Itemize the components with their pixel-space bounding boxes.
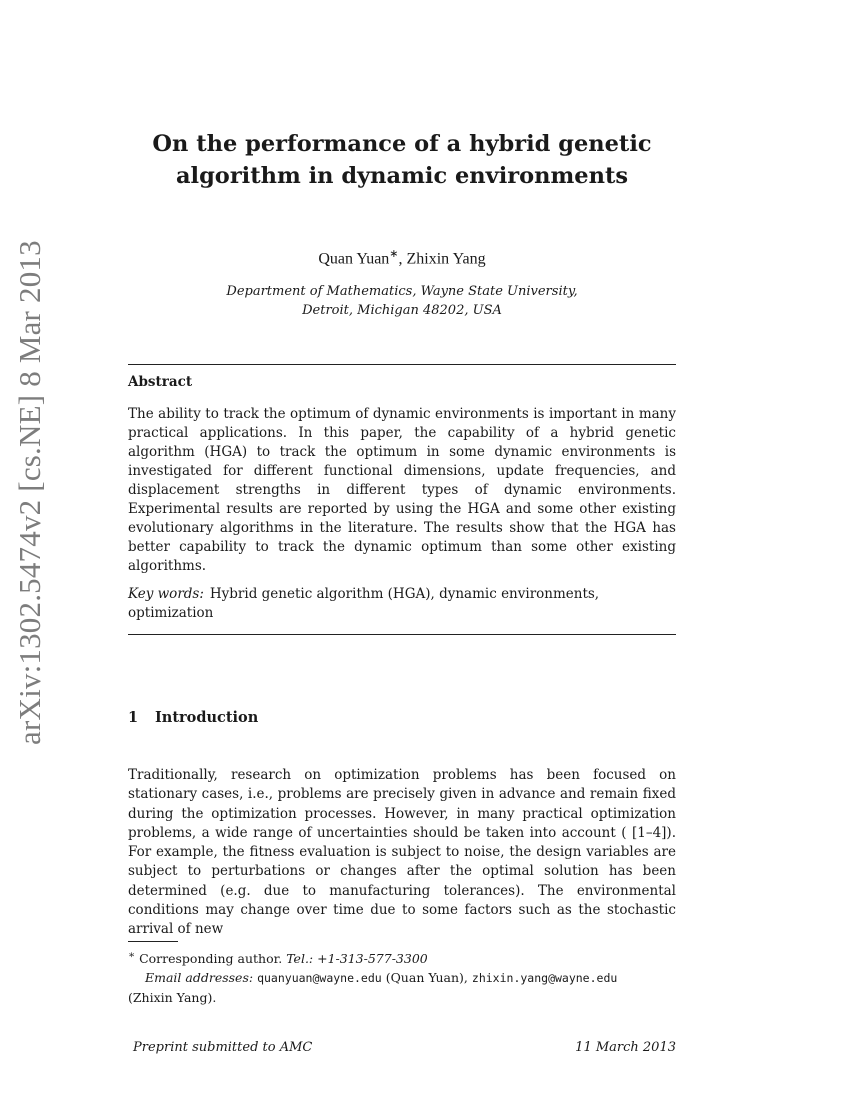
arxiv-identifier: arXiv:1302.5474v2 [cs.NE] 8 Mar 2013 [12, 240, 47, 745]
footnote-line-1 [128, 946, 676, 968]
email-label: Email addresses: [145, 970, 254, 986]
author-1: Quan Yuan [318, 250, 390, 268]
section-title: Introduction [155, 709, 259, 726]
footnote-line-3: (Zhixin Yang). [128, 990, 217, 1006]
affiliation-line-1: Department of Mathematics, Wayne State University, [226, 284, 578, 299]
abstract-text: The ability to track the optimum of dynamic environments is important in many practical applications. In this paper, the capability of a hybrid genetic algorithm (HGA) to track the optimum in some dynamic environments is investigated for different functional dimensions, update frequencies, and displacement strengths in different types of dynamic environments. Experimental results are reported by using the HGA and some other existing evolutionary algorithms in the literature. The results show that the HGA has better capability to track the dynamic optimum than some other existing algorithms. [128, 406, 676, 574]
footer-date: 11 March 2013 [575, 1040, 676, 1055]
title-line-1: On the performance of a hybrid genetic [152, 131, 652, 157]
author-2: , Zhixin Yang [398, 250, 486, 268]
footnote-marker: ∗ [128, 949, 136, 961]
section-number: 1 [128, 709, 139, 726]
email-link-2[interactable]: zhixin.yang@wayne.edu [471, 971, 618, 986]
keywords [128, 585, 676, 623]
footnote-line-2 [128, 968, 676, 988]
keywords-text: Hybrid genetic algorithm (HGA), dynamic environments, optimization [128, 586, 600, 621]
section-heading [128, 709, 258, 726]
keywords-label: Key words: [128, 586, 204, 602]
paper-title [128, 128, 676, 192]
footnote-rule [128, 941, 178, 942]
abstract-heading: Abstract [128, 374, 193, 390]
email-link-1[interactable]: quanyuan@wayne.edu [257, 971, 382, 986]
introduction-text: Traditionally, research on optimization problems has been focused on stationary cases, i.e., problems are precisely given in advance and remain fixed during the optimization processes. However, in many practical optimization problems, a wide range of uncertainties should be taken into account ( [1–4]). For example, the fitness evaluation is subject to noise, the design variables are subject to perturbations or changes after the optimal solution has been determined (e.g. due to manufacturing tolerances). The environmental conditions may change over time due to some factors such as the stochastic arrival of new [128, 767, 676, 938]
telephone: Tel.: +1-313-577-3300 [286, 951, 428, 967]
affiliation-line-2: Detroit, Michigan 48202, USA [302, 303, 502, 318]
email-name-1: (Quan Yuan), [385, 970, 468, 986]
author-list [128, 242, 676, 271]
title-line-2: algorithm in dynamic environments [175, 163, 629, 189]
affiliation [128, 282, 676, 320]
footnote [128, 946, 676, 1007]
abstract-top-rule [128, 364, 676, 365]
footer-preprint: Preprint submitted to AMC [133, 1040, 313, 1055]
abstract-bottom-rule [128, 634, 676, 635]
corresponding-author-label: Corresponding author. [139, 951, 283, 967]
corresponding-marker: ∗ [389, 248, 399, 260]
